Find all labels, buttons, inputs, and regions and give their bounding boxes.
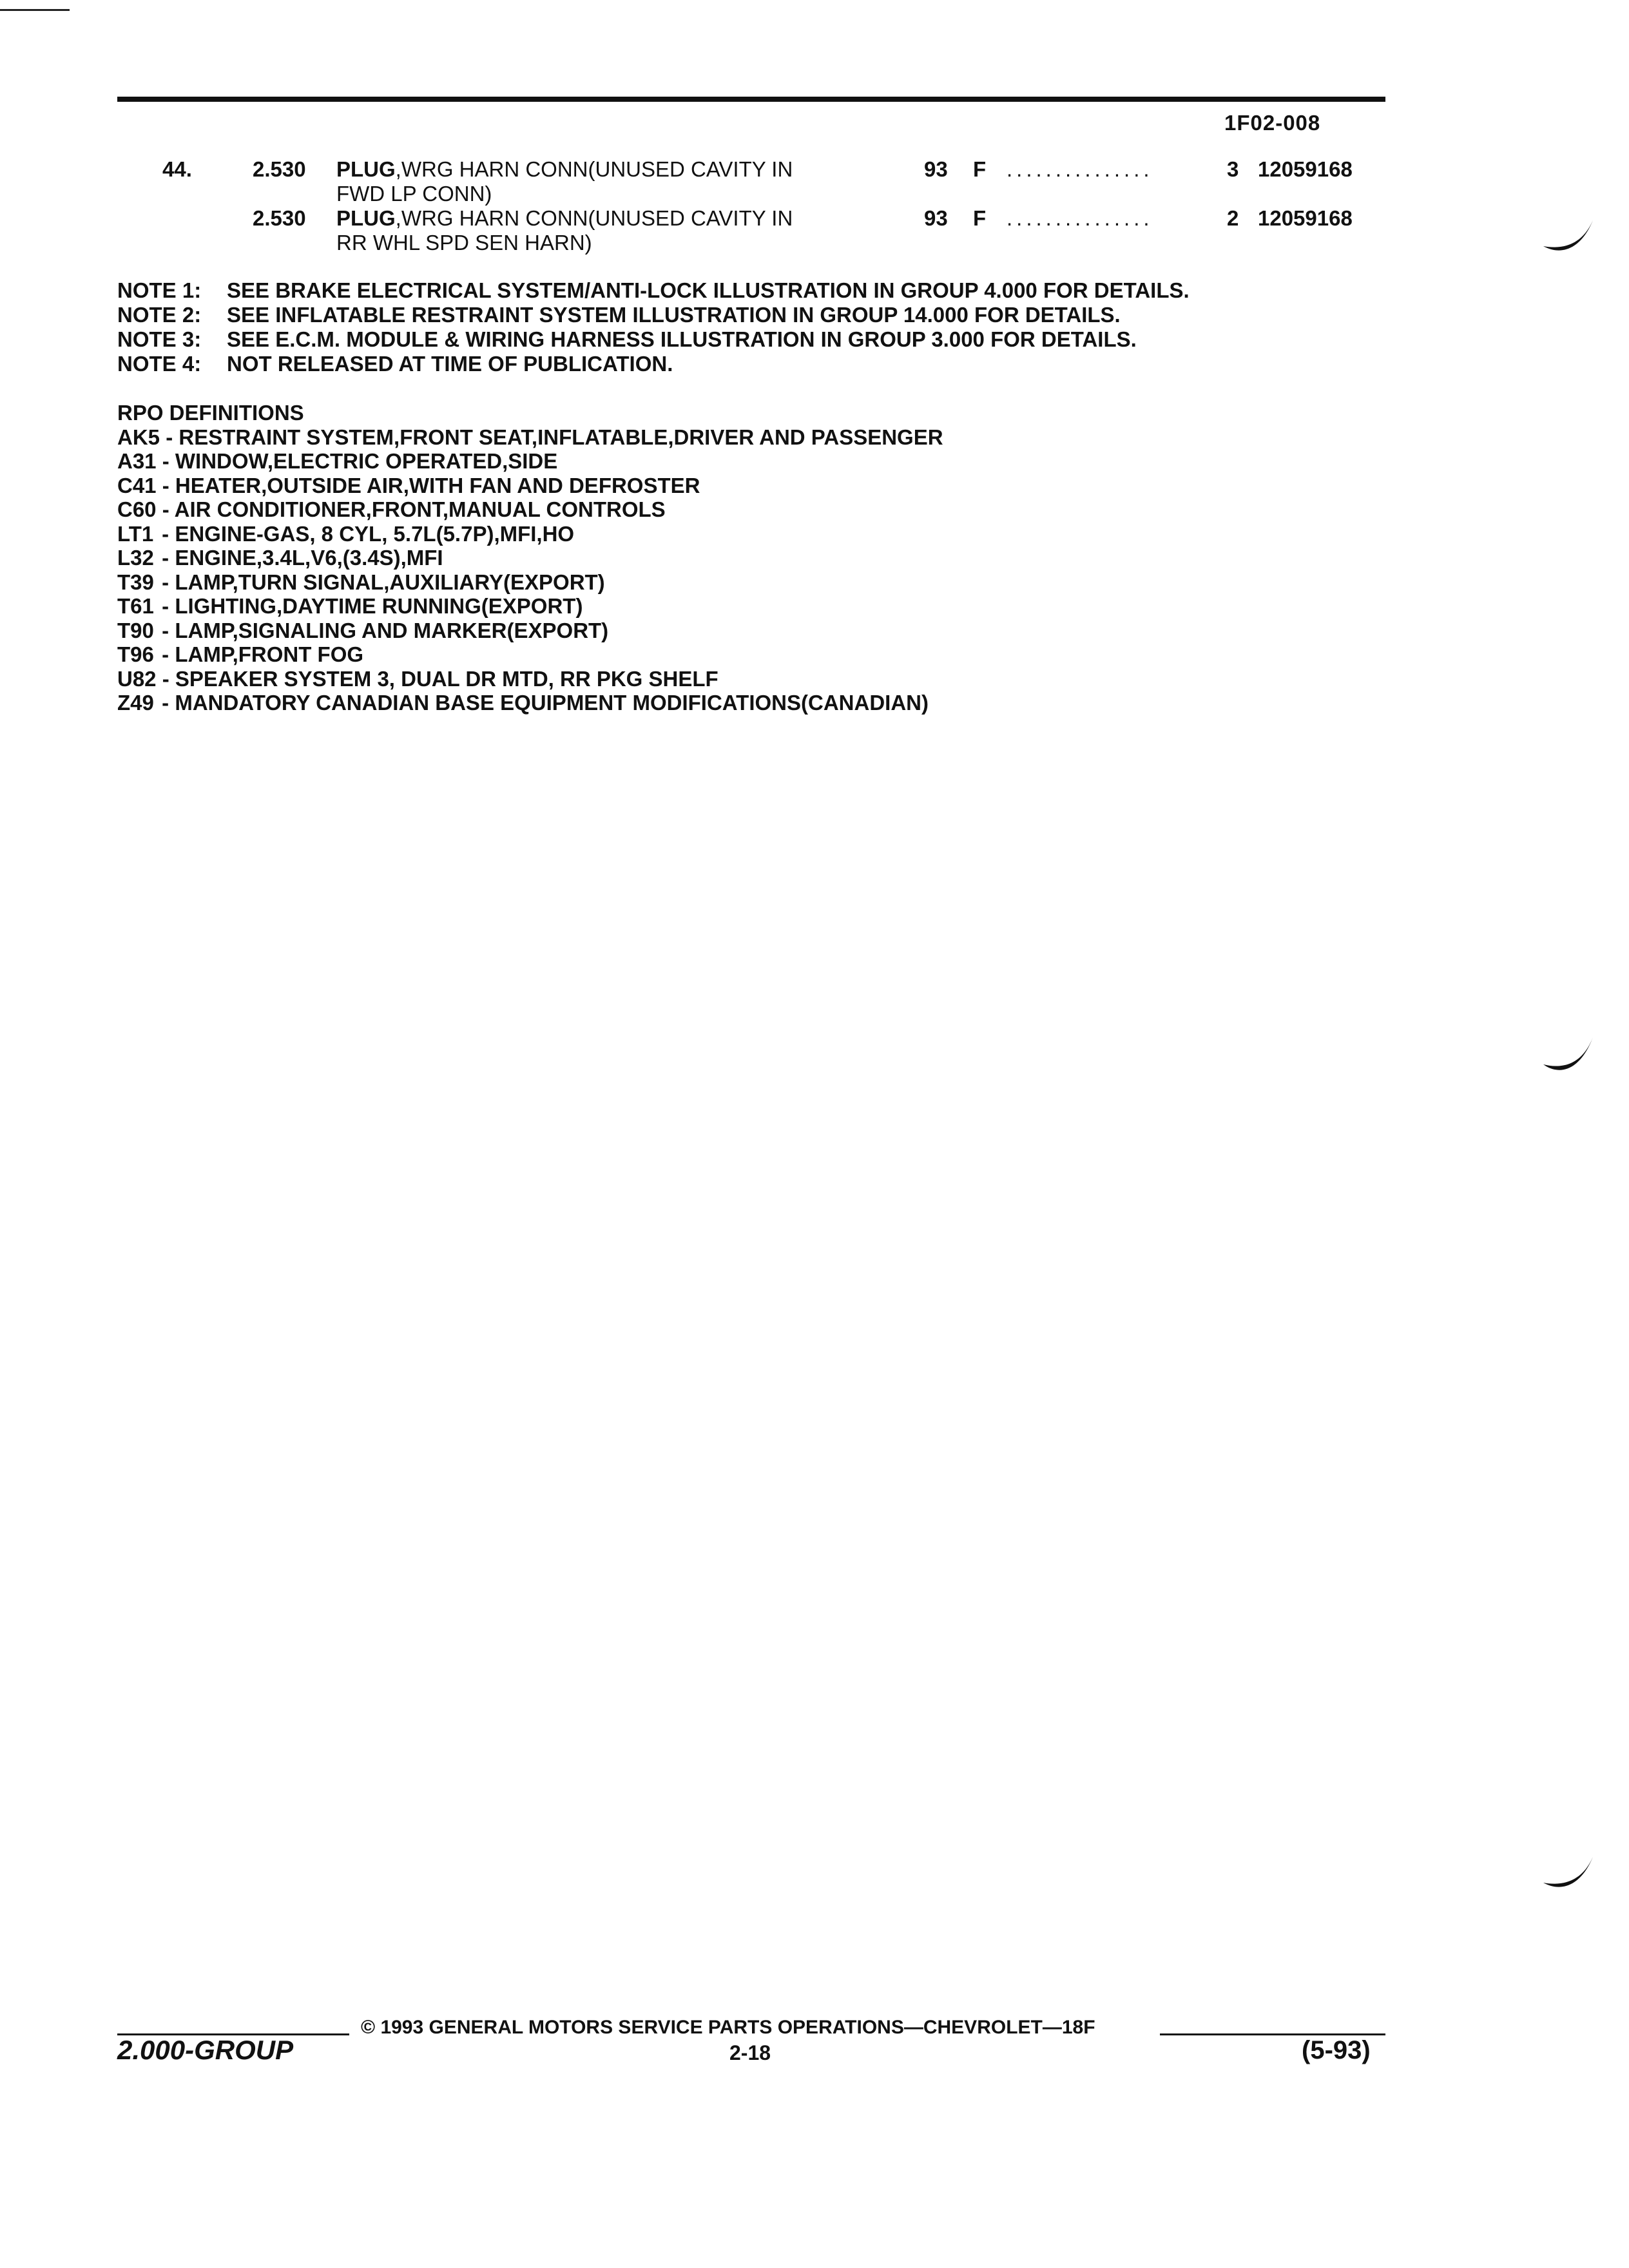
note-label: NOTE 1: [117,278,202,302]
rpo-text: LAMP,FRONT FOG [175,642,364,666]
binder-hole-mark [1540,213,1598,264]
note-text: SEE BRAKE ELECTRICAL SYSTEM/ANTI-LOCK ILLUSTRATION IN GROUP 4.000 FOR DETAILS. [227,278,1190,302]
rpo-text: AIR CONDITIONER,FRONT,MANUAL CONTROLS [174,497,666,521]
page-code: 1F02-008 [1224,111,1321,135]
rpo-code: T61 [117,594,154,618]
rpo-item: U82 - SPEAKER SYSTEM 3, DUAL DR MTD, RR PKG SHELF [117,666,718,691]
rpo-text: LAMP,TURN SIGNAL,AUXILIARY(EXPORT) [175,570,605,594]
rpo-item: T96 - LAMP,FRONT FOG [117,642,364,666]
rpo-definitions [117,401,943,715]
part-desc-line2: RR WHL SPD SEN HARN) [336,231,592,255]
rpo-title: RPO DEFINITIONS [117,401,304,425]
parts-list [117,157,1385,255]
notes-section [117,278,1190,376]
note-label: NOTE 3: [117,327,202,351]
note-line [117,327,1190,352]
note-line [117,303,1190,327]
model-year: 93 [924,206,948,230]
binder-hole-mark [1540,1849,1598,1901]
rpo-code: T39 [117,570,154,594]
page-number: 2-18 [729,2041,771,2064]
rpo-item: A31 - WINDOW,ELECTRIC OPERATED,SIDE [117,449,558,473]
series-code: F [973,206,987,230]
model-year: 93 [924,157,948,181]
rpo-text: ENGINE,3.4L,V6,(3.4S),MFI [175,546,443,570]
note-text: NOT RELEASED AT TIME OF PUBLICATION. [227,352,673,376]
note-text: SEE INFLATABLE RESTRAINT SYSTEM ILLUSTRATION IN GROUP 14.000 FOR DETAILS. [227,303,1121,327]
note-label: NOTE 4: [117,352,202,376]
rpo-text: SPEAKER SYSTEM 3, DUAL DR MTD, RR PKG SHELF [175,666,718,691]
rpo-text: WINDOW,ELECTRIC OPERATED,SIDE [175,449,558,473]
part-number: 12059168 [1258,206,1353,230]
rpo-item: T90 - LAMP,SIGNALING AND MARKER(EXPORT) [117,618,609,642]
rpo-code: U82 [117,666,157,691]
rpo-code: L32 [117,546,154,570]
header-rule [117,97,1385,102]
group-label: 2.000-GROUP [117,2035,294,2065]
rpo-item: C41 - HEATER,OUTSIDE AIR,WITH FAN AND DEFROSTER [117,473,700,497]
rpo-text: ENGINE-GAS, 8 CYL, 5.7L(5.7P),MFI,HO [175,521,575,546]
rpo-code: A31 [117,449,157,473]
rpo-code: T90 [117,618,154,642]
footer-rule-right [1160,2033,1385,2035]
leader-dots: ............... [1007,157,1153,181]
rpo-text: LIGHTING,DAYTIME RUNNING(EXPORT) [175,594,583,618]
leader-dots: ............... [1007,206,1153,230]
rpo-text: RESTRAINT SYSTEM,FRONT SEAT,INFLATABLE,DRIVER AND PASSENGER [178,425,943,449]
part-description [336,206,1000,255]
part-desc-line1: ,WRG HARN CONN(UNUSED CAVITY IN [395,206,793,230]
binder-hole-mark [1540,1031,1598,1082]
rpo-code: AK5 [117,425,160,449]
part-desc-line2: FWD LP CONN) [336,182,492,206]
rpo-code: Z49 [117,691,154,715]
rpo-code: LT1 [117,521,154,546]
rpo-item: L32 - ENGINE,3.4L,V6,(3.4S),MFI [117,546,443,570]
part-description [336,157,1000,206]
part-desc-line1: ,WRG HARN CONN(UNUSED CAVITY IN [395,157,793,181]
rpo-item: Z49 - MANDATORY CANADIAN BASE EQUIPMENT MODIFICATIONS(CANADIAN) [117,691,929,715]
note-line [117,278,1190,303]
rpo-item: LT1 - ENGINE-GAS, 8 CYL, 5.7L(5.7P),MFI,HO [117,521,575,546]
quantity: 3 [1227,157,1239,181]
part-name: PLUG [336,157,396,181]
corner-mark [0,9,70,11]
date-code: (5-93) [1302,2036,1371,2064]
quantity: 2 [1227,206,1239,230]
part-number: 12059168 [1258,157,1353,181]
note-text: SEE E.C.M. MODULE & WIRING HARNESS ILLUSTRATION IN GROUP 3.000 FOR DETAILS. [227,327,1137,351]
part-name: PLUG [336,206,396,230]
rpo-code: C60 [117,497,157,521]
rpo-code: C41 [117,473,157,497]
part-row [117,157,1385,206]
note-line [117,352,1190,376]
group-number: 2.530 [253,157,306,181]
series-code: F [973,157,987,181]
rpo-item: T39 - LAMP,TURN SIGNAL,AUXILIARY(EXPORT) [117,570,605,594]
item-number: 44. [162,157,192,181]
group-number: 2.530 [253,206,306,230]
rpo-text: MANDATORY CANADIAN BASE EQUIPMENT MODIFICATIONS(CANADIAN) [175,691,929,715]
rpo-text: LAMP,SIGNALING AND MARKER(EXPORT) [175,618,609,642]
rpo-item: C60 - AIR CONDITIONER,FRONT,MANUAL CONTROLS [117,497,666,521]
rpo-text: HEATER,OUTSIDE AIR,WITH FAN AND DEFROSTER [175,473,700,497]
rpo-item: AK5 - RESTRAINT SYSTEM,FRONT SEAT,INFLATABLE,DRIVER AND PASSENGER [117,425,943,449]
rpo-code: T96 [117,642,154,666]
note-label: NOTE 2: [117,303,202,327]
copyright-line: © 1993 GENERAL MOTORS SERVICE PARTS OPERATIONS—CHEVROLET—18F [361,2017,1095,2038]
part-row [117,206,1385,255]
rpo-item: T61 - LIGHTING,DAYTIME RUNNING(EXPORT) [117,594,583,618]
